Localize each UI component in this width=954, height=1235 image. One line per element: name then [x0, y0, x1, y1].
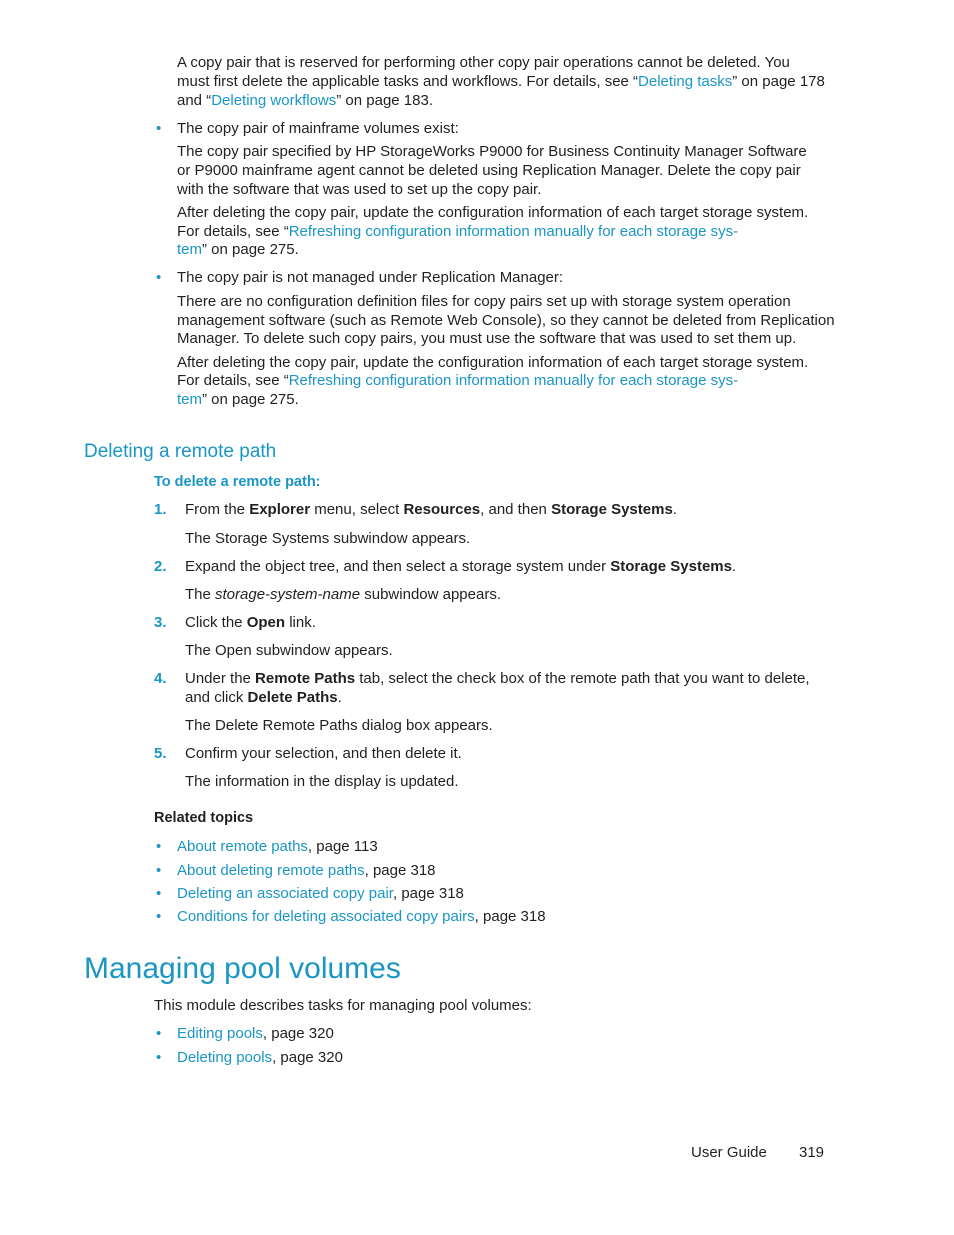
- step-4: [185, 670, 810, 687]
- pool-item: [177, 1049, 343, 1066]
- notmanaged-p2-l3: [177, 391, 299, 408]
- text: ” on page 275.: [202, 241, 299, 258]
- text: Click the: [185, 614, 247, 631]
- intro-line-1: A copy pair that is reserved for performing other copy pair operations cannot be deleted. You: [177, 54, 790, 71]
- text: must first delete the applicable tasks and workflows. For details, see “: [177, 73, 639, 90]
- text: , page 320: [272, 1049, 343, 1066]
- text: From the: [185, 501, 250, 518]
- text: and click: [185, 689, 248, 706]
- ui-term: Storage Systems: [610, 558, 732, 575]
- text: , page 318: [364, 862, 436, 879]
- text: link.: [285, 614, 316, 631]
- page-number: 319: [799, 1144, 825, 1161]
- step-2-result: [185, 586, 501, 603]
- section-heading: Deleting a remote path: [84, 441, 277, 462]
- text: , page 113: [307, 838, 378, 855]
- ui-term: Explorer: [249, 501, 311, 518]
- step-3-result: The Open subwindow appears.: [185, 642, 393, 659]
- notmanaged-p2-l1: After deleting the copy pair, update the configuration information of each target storage system.: [177, 354, 809, 371]
- link-conditions-deleting-pairs[interactable]: Conditions for deleting associated copy pairs: [177, 908, 475, 925]
- text: For details, see “: [177, 372, 289, 389]
- notmanaged-p1-l3: Manager. To delete such copy pairs, you must use the software that was used to set them up.: [177, 330, 797, 347]
- step-5: Confirm your selection, and then delete it.: [185, 745, 462, 762]
- bullet-icon: •: [156, 120, 162, 137]
- pool-item: [177, 1025, 334, 1042]
- bullet-mainframe: The copy pair of mainframe volumes exist:: [177, 120, 459, 137]
- mainframe-p2-l2: [177, 223, 738, 240]
- text: ” on page 183.: [336, 92, 433, 109]
- text: and “: [177, 92, 212, 109]
- footer-label: User Guide: [691, 1144, 767, 1161]
- text: .: [732, 558, 737, 575]
- bullet-icon: •: [156, 908, 162, 925]
- link-refreshing-config-cont[interactable]: tem: [177, 241, 203, 258]
- mainframe-p1-l3: with the software that was used to set up the copy pair.: [177, 181, 542, 198]
- ui-term: Delete Paths: [247, 689, 338, 706]
- step-number: 1.: [154, 501, 167, 518]
- step-number: 5.: [154, 745, 167, 762]
- bullet-icon: •: [156, 269, 162, 286]
- step-4-line-2: [185, 689, 342, 706]
- link-deleting-tasks[interactable]: Deleting tasks: [638, 73, 733, 90]
- text: ” on page 275.: [202, 391, 299, 408]
- related-item: [177, 885, 464, 902]
- bullet-not-managed: The copy pair is not managed under Replication Manager:: [177, 269, 564, 286]
- bullet-icon: •: [156, 1049, 162, 1066]
- text: , page 318: [392, 885, 464, 902]
- related-topics-heading: Related topics: [154, 810, 254, 826]
- ui-term: Resources: [403, 501, 481, 518]
- pool-intro: This module describes tasks for managing pool volumes:: [154, 997, 532, 1014]
- related-item: [177, 908, 546, 925]
- text: The: [185, 586, 216, 603]
- bullet-icon: •: [156, 885, 162, 902]
- ui-term: Remote Paths: [255, 670, 356, 687]
- step-3: [185, 614, 316, 631]
- ui-term: Storage Systems: [551, 501, 673, 518]
- step-4-result: The Delete Remote Paths dialog box appears.: [185, 717, 493, 734]
- link-refreshing-config[interactable]: Refreshing configuration information manually for each storage sys-: [288, 372, 739, 389]
- mainframe-p1-l2: or P9000 mainframe agent cannot be deleted using Replication Manager. Delete the copy pair: [177, 162, 801, 179]
- text: Under the: [185, 670, 256, 687]
- bullet-icon: •: [156, 862, 162, 879]
- notmanaged-p1-l2: management software (such as Remote Web Console), so they cannot be deleted from Replication: [177, 312, 835, 329]
- step-1: [185, 501, 677, 518]
- step-number: 2.: [154, 558, 167, 575]
- text: menu, select: [310, 501, 404, 518]
- text: ” on page 178: [732, 73, 825, 90]
- ui-term: Open: [246, 614, 286, 631]
- mainframe-p2-l1: After deleting the copy pair, update the configuration information of each target storage system.: [177, 204, 809, 221]
- notmanaged-p1-l1: There are no configuration definition files for copy pairs set up with storage system operation: [177, 293, 791, 310]
- related-item: [177, 838, 378, 855]
- procedure-heading: To delete a remote path:: [154, 474, 321, 490]
- chapter-heading: Managing pool volumes: [84, 952, 401, 985]
- link-refreshing-config[interactable]: Refreshing configuration information manually for each storage sys-: [288, 223, 739, 240]
- step-1-result: The Storage Systems subwindow appears.: [185, 530, 471, 547]
- link-about-remote-paths[interactable]: About remote paths: [177, 838, 308, 855]
- bullet-icon: •: [156, 1025, 162, 1042]
- intro-line-2: [177, 73, 825, 90]
- link-deleting-workflows[interactable]: Deleting workflows: [211, 92, 337, 109]
- text: , page 320: [262, 1025, 334, 1042]
- text: subwindow appears.: [360, 586, 501, 603]
- variable-text: storage-system-name: [215, 586, 361, 603]
- mainframe-p2-l3: [177, 241, 299, 258]
- text: Expand the object tree, and then select a storage system under: [185, 558, 611, 575]
- bullet-icon: •: [156, 838, 162, 855]
- link-deleting-pools[interactable]: Deleting pools: [177, 1049, 273, 1066]
- mainframe-p1-l1: The copy pair specified by HP StorageWorks P9000 for Business Continuity Manager Software: [177, 143, 807, 160]
- intro-line-3: [177, 92, 433, 109]
- link-refreshing-config-cont[interactable]: tem: [177, 391, 203, 408]
- text: , and then: [480, 501, 552, 518]
- text: .: [337, 689, 342, 706]
- step-number: 4.: [154, 670, 167, 687]
- step-2: [185, 558, 736, 575]
- text: .: [672, 501, 677, 518]
- step-number: 3.: [154, 614, 167, 631]
- link-deleting-associated-copy-pair[interactable]: Deleting an associated copy pair: [177, 885, 393, 902]
- text: , page 318: [474, 908, 546, 925]
- notmanaged-p2-l2: [177, 372, 738, 389]
- step-5-result: The information in the display is updated.: [185, 773, 459, 790]
- text: For details, see “: [177, 223, 289, 240]
- link-editing-pools[interactable]: Editing pools: [177, 1025, 263, 1042]
- text: tab, select the check box of the remote path that you want to delete,: [355, 670, 810, 687]
- related-item: [177, 862, 436, 879]
- link-about-deleting-remote-paths[interactable]: About deleting remote paths: [177, 862, 365, 879]
